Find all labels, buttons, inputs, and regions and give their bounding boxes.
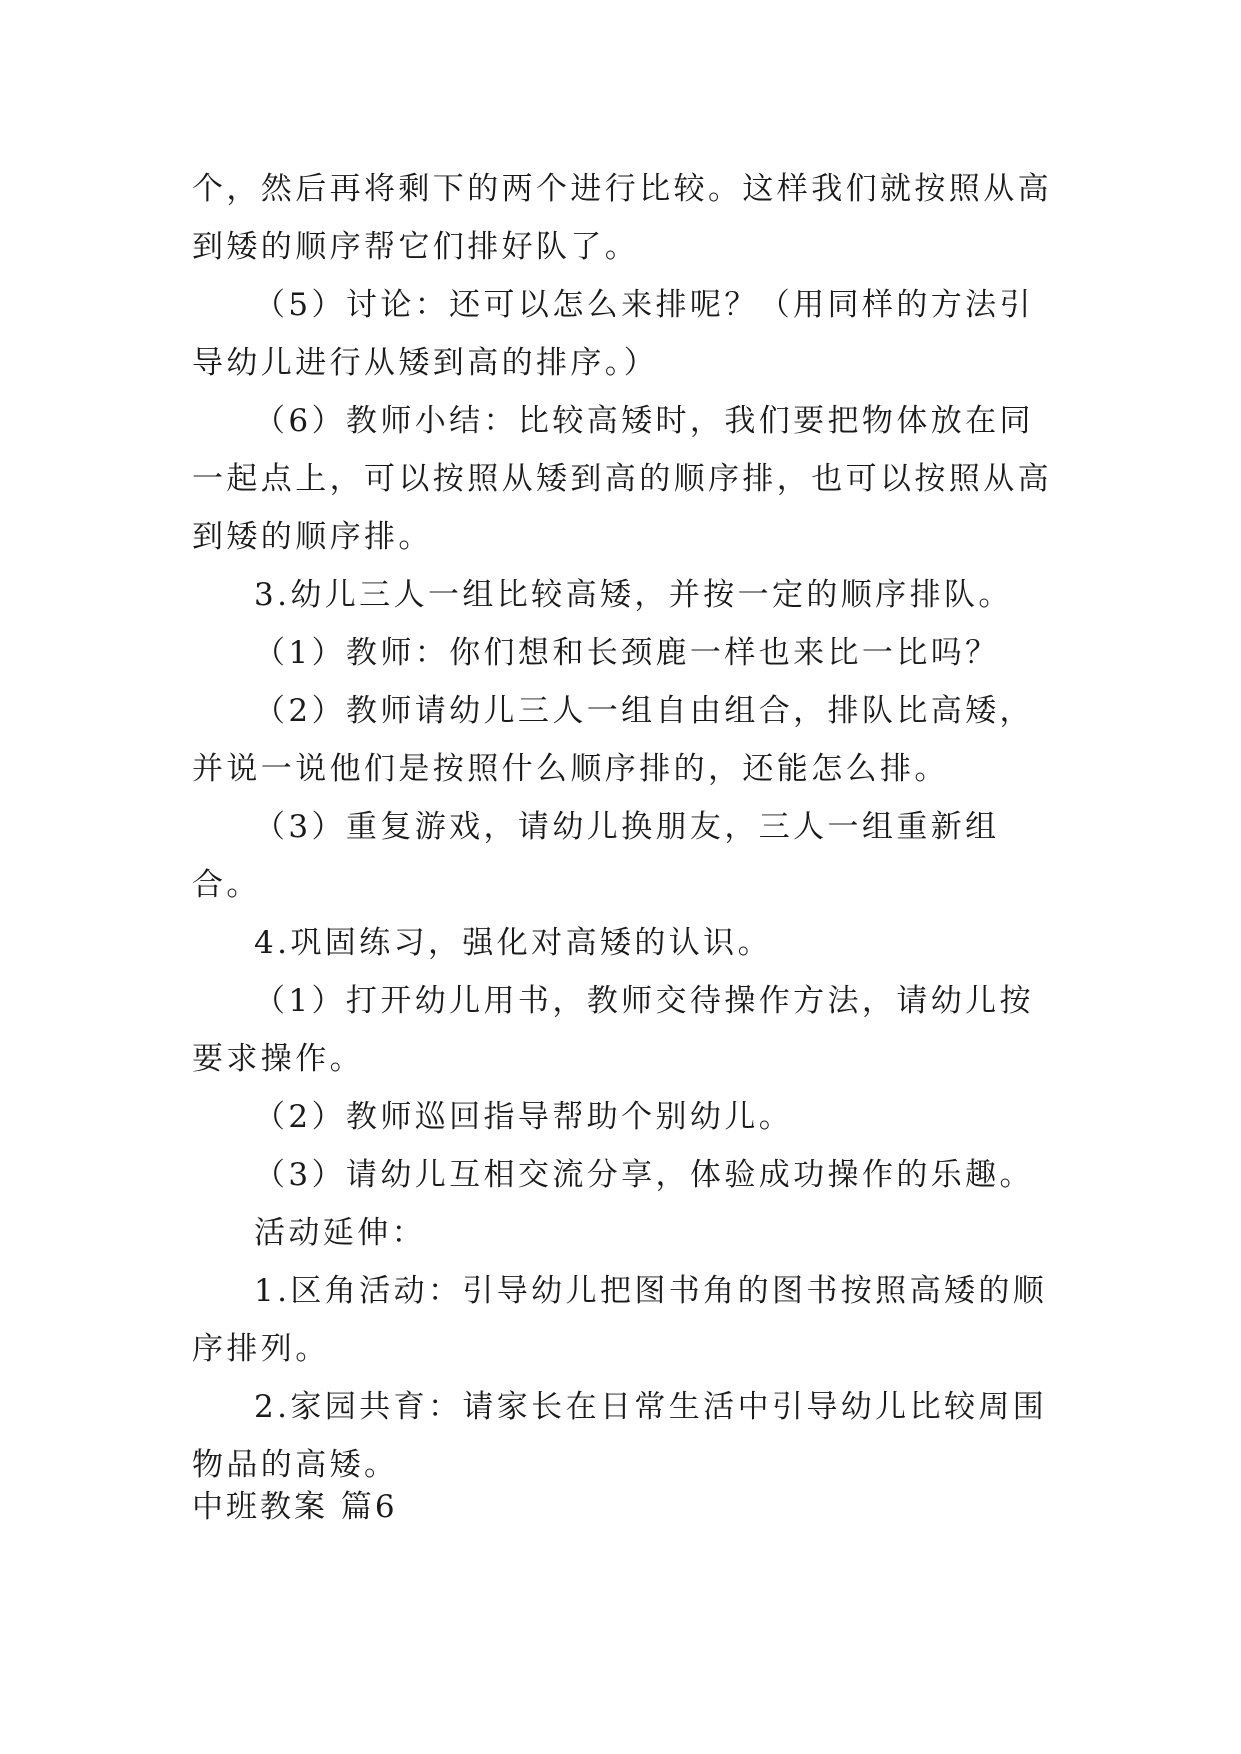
paragraph-step-4-3: （3）请幼儿互相交流分享，体验成功操作的乐趣。 [254, 1157, 1034, 1193]
paragraph-step-4-1: （1）打开幼儿用书，教师交待操作方法，请幼儿按要求操作。 [192, 983, 1034, 1077]
paragraph-extension-2: 2.家园共育：请家长在日常生活中引导幼儿比较周围物品的高矮。 [192, 1389, 1048, 1483]
document-body [192, 160, 1052, 1494]
paragraph-step-4-2: （2）教师巡回指导帮助个别幼儿。 [254, 1099, 794, 1135]
paragraph-step-4: 4.巩固练习，强化对高矮的认识。 [254, 925, 772, 961]
paragraph-step-3-1: （1）教师：你们想和长颈鹿一样也来比一比吗？ [254, 635, 1000, 671]
paragraph-step-3: 3.幼儿三人一组比较高矮，并按一定的顺序排队。 [254, 577, 1013, 613]
paragraph-discussion: （5）讨论：还可以怎么来排呢？（用同样的方法引导幼儿进行从矮到高的排序。） [192, 287, 1034, 381]
paragraph-step-3-3: （3）重复游戏，请幼儿换朋友，三人一组重新组合。 [192, 809, 1000, 903]
paragraph-extension-1: 1.区角活动：引导幼儿把图书角的图书按照高矮的顺序排列。 [192, 1273, 1048, 1367]
paragraph-continuation: 个，然后再将剩下的两个进行比较。这样我们就按照从高到矮的顺序帮它们排好队了。 [192, 171, 1052, 265]
paragraph-extension-heading: 活动延伸： [254, 1215, 426, 1251]
paragraph-step-3-2: （2）教师请幼儿三人一组自由组合，排队比高矮，并说一说他们是按照什么顺序排的，还能怎么排。 [192, 693, 1034, 787]
paragraph-teacher-summary: （6）教师小结：比较高矮时，我们要把物体放在同一起点上，可以按照从矮到高的顺序排，也可以按照从高到矮的顺序排。 [192, 403, 1052, 555]
section-heading: 中班教案 篇6 [192, 1489, 398, 1525]
